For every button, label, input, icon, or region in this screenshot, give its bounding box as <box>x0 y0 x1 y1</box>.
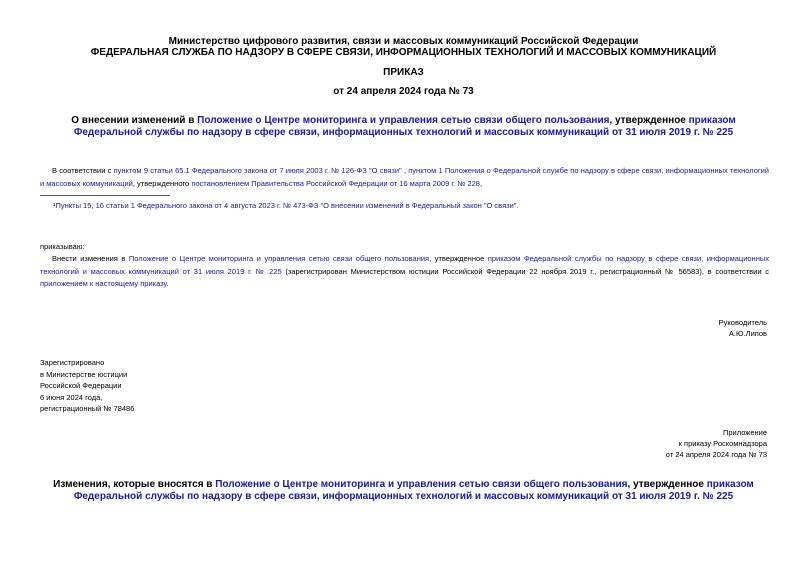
signature-role: Руководитель <box>718 318 767 327</box>
title-link-order[interactable]: приказом Федеральной службы по надзору в сфере связи, информационных технологий и массовых коммуникаций от 31 июля 2019 г. № 225 <box>73 115 736 138</box>
link-order-225[interactable]: приказом Федеральной службы по надзору в сфере связи, информационных технологий и массовых коммуникаций от 31 июля 2019 г. № 225 <box>40 254 769 276</box>
footnote <box>53 201 519 211</box>
para3-text-2: , утвержденное <box>429 254 488 263</box>
title2-prefix: Изменения, которые вносятся в <box>53 479 216 490</box>
link-law-article[interactable]: пунктом 9 статьи 65.1 Федерального закона от 7 июля 2003 г. № 126-ФЗ "О связи" <box>113 166 402 175</box>
registration-line: в Министерстве юстиции <box>40 369 128 379</box>
service-name: ФЕДЕРАЛЬНАЯ СЛУЖБА ПО НАДЗОРУ В СФЕРЕ СВЯЗИ, ИНФОРМАЦИОННЫХ ТЕХНОЛОГИЙ И МАССОВЫХ КОММУНИКАЦИЙ <box>90 47 717 58</box>
doc-title <box>40 115 767 139</box>
title2-link-order[interactable]: приказом Федеральной службы по надзору в сфере связи, информационных технологий и массовых коммуникаций от 31 июля 2019 г. № 225 <box>73 479 754 502</box>
doc-type: ПРИКАЗ <box>383 67 424 78</box>
para3-text-4: . <box>166 279 169 288</box>
para1-text-3: , утвержденного <box>132 178 192 188</box>
paragraph-order <box>40 253 769 291</box>
appendix-title <box>40 479 767 503</box>
link-service-regulation[interactable]: пунктом 1 Положения о Федеральной службе по надзору в сфере связи, информационных технологий и массовых коммуникаций <box>40 166 769 188</box>
title2-link-regulation[interactable]: Положение о Центре мониторинга и управления сетью связи общего пользования <box>215 479 628 490</box>
doc-date-number: от 24 апреля 2024 года № 73 <box>333 86 474 97</box>
title-prefix: О внесении изменений в <box>71 115 198 126</box>
footnote-divider <box>40 195 170 196</box>
order-word: приказываю: <box>40 242 85 251</box>
registration-line: Зарегистрировано <box>40 358 105 367</box>
registration-line: 6 июня 2024 года, <box>40 392 103 402</box>
title2-middle: , утвержденное <box>627 479 707 490</box>
title-middle: , утвержденное <box>609 115 689 126</box>
paragraph-basis <box>40 165 769 190</box>
link-regulation[interactable]: Положение о Центре мониторинга и управления сетью связи общего пользования <box>128 254 430 263</box>
signature-block <box>719 317 767 339</box>
registration-block <box>40 357 134 415</box>
appendix-block <box>666 427 767 460</box>
para3-text-3: (зарегистрирован Министерством юстиции Российской Федерации 22 ноября 2019 г., регистрационный № 56583), в соответствии с <box>281 266 769 276</box>
appendix-line: к приказу Роскомнадзора <box>678 439 767 448</box>
registration-line: Российской Федерации <box>40 381 122 390</box>
footnote-marker: ¹ <box>53 201 56 210</box>
appendix-line: от 24 апреля 2024 года № 73 <box>665 450 767 459</box>
link-government-decree[interactable]: постановлением Правительства Российской Федерации от 16 марта 2009 г. № 228 <box>191 178 480 188</box>
para1-text-4: , <box>479 178 483 188</box>
registration-line: регистрационный № 78486 <box>40 404 135 413</box>
signature-name: А.Ю.Липов <box>728 329 767 338</box>
link-appendix[interactable]: приложением к настоящему приказу <box>40 279 167 288</box>
para1-text-1: В соответствии с <box>52 166 114 175</box>
para1-text-2: , <box>401 166 409 175</box>
title-link-regulation[interactable]: Положение о Центре мониторинга и управления сетью связи общего пользования <box>197 115 610 126</box>
ministry-name: Министерство цифрового развития, связи и массовых коммуникаций Российской Федерации <box>168 36 639 47</box>
footnote-link[interactable]: Пункты 15, 16 статьи 1 Федерального закона от 4 августа 2023 г. № 473-ФЗ "О внесении изменений в Федеральный закон "О связи". <box>55 201 519 210</box>
appendix-line: Приложение <box>723 428 767 437</box>
para3-text-1: Внести изменения в <box>52 254 129 263</box>
